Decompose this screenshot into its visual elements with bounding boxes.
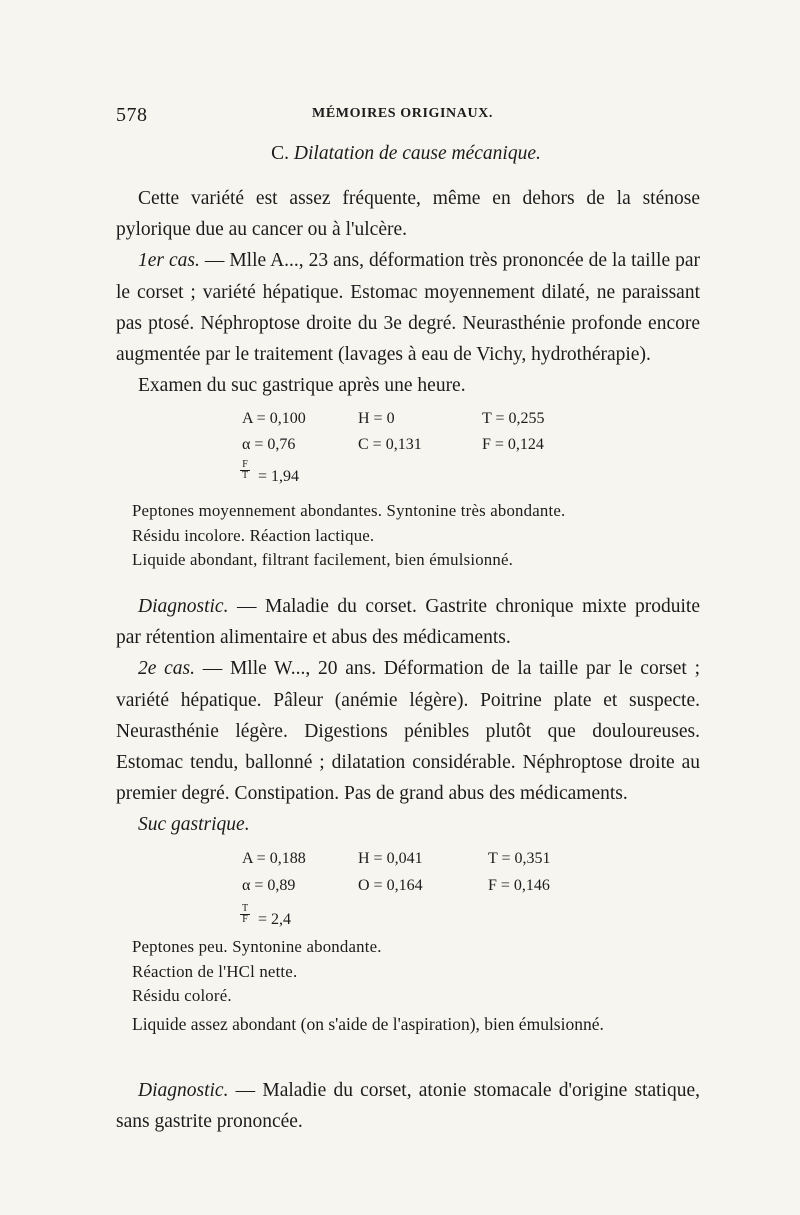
case2-label: 2e cas. <box>138 658 196 680</box>
formula-cell: T = 0,351 <box>488 850 551 867</box>
formula-cell: O = 0,164 <box>358 877 423 894</box>
formula-cell: F = 0,124 <box>482 436 544 453</box>
formula-cell: F = 0,146 <box>488 877 550 894</box>
case1-exam: Examen du suc gastrique après une heure. <box>138 375 466 397</box>
formula-cell: H = 0,041 <box>358 850 423 867</box>
case2-text: — Mlle W..., 20 ans. Déformation de la taille par le corset ; variété hépatique. Pâleur (anémie légère). Poitrine plate et suspecte. Neurasthénie légère. Digestions pénibles plutôt que douloureuses. Estomac tendu, ballonné ; dilatation considérable. Néphroptose droite au premier degré. Constipation. Pas de grand abus des médicaments. <box>116 658 700 805</box>
case2-liquide: Liquide assez abondant (on s'aide de l'aspiration), bien émulsionné. <box>132 1014 604 1034</box>
diagnostic-text: — Maladie du corset. Gastrite chronique mixte produite par rétention alimentaire et abus des médicaments. <box>116 596 700 649</box>
formula-cell: α = 0,76 <box>242 436 296 453</box>
ratio-value: = 1,94 <box>258 468 300 485</box>
case1-paragraph <box>116 245 700 370</box>
page-number: 578 <box>116 104 148 126</box>
running-head: MÉMOIRES ORIGINAUX. <box>312 106 493 121</box>
section-title-text: Dilatation de cause mécanique. <box>293 143 541 164</box>
formula-cell: A = 0,188 <box>242 850 306 867</box>
ratio-fraction <box>240 904 250 925</box>
result-line: Résidu incolore. Réaction lactique. <box>132 525 375 545</box>
case1-label: 1er cas. <box>138 250 200 272</box>
formula-cell: T = 0,255 <box>482 410 545 427</box>
result-line: Résidu coloré. <box>132 986 232 1006</box>
section-title <box>116 143 696 165</box>
formula-cell: α = 0,89 <box>242 877 296 894</box>
case1-results <box>132 499 698 573</box>
formula-cell: H = 0 <box>358 410 395 427</box>
section-letter: C. <box>271 143 290 164</box>
ratio-numerator: T <box>241 903 249 914</box>
result-line: Liquide abondant, filtrant facilement, bien émulsionné. <box>132 550 514 570</box>
case2-results <box>132 935 698 1009</box>
ratio-fraction <box>240 460 250 481</box>
diagnostic-label: Diagnostic. <box>138 596 229 617</box>
diagnostic-label: Diagnostic. <box>138 1080 229 1101</box>
case2-diagnostic <box>116 1075 700 1137</box>
case1-block <box>116 183 700 401</box>
case1-formula <box>242 410 602 500</box>
diagnostic-text: — Maladie du corset, atonie stomacale d'origine statique, sans gastrite prononcée. <box>116 1080 700 1133</box>
case2-diagnostic-block <box>116 1075 700 1137</box>
result-line: Réaction de l'HCl nette. <box>132 961 298 981</box>
ratio-denominator: F <box>242 914 248 925</box>
result-line: Peptones peu. Syntonine abondante. <box>132 937 382 956</box>
formula-cell: A = 0,100 <box>242 410 306 427</box>
case2-formula <box>242 850 602 940</box>
ratio-numerator: F <box>240 460 250 471</box>
intro-paragraph: Cette variété est assez fréquente, même en dehors de la sténose pylorique due au cancer ou à l'ulcère. <box>116 188 700 241</box>
case2-paragraph <box>116 653 700 809</box>
case1-diagnostic <box>116 591 700 653</box>
case1-text: — Mlle A..., 23 ans, déformation très prononcée de la taille par le corset ; variété hépatique. Estomac moyennement dilaté, ne paraissant pas ptosé. Néphroptose droite du 3e degré. Neurasthénie profonde encore augmentée par le traitement (lavages à eau de Vichy, hydrothérapie). <box>116 250 700 366</box>
case2-block <box>116 591 700 841</box>
formula-cell: C = 0,131 <box>358 436 422 453</box>
page-header <box>116 104 696 128</box>
suc-gastrique-label: Suc gastrique. <box>138 814 250 836</box>
result-line: Peptones moyennement abondantes. Syntonine très abondante. <box>132 501 566 520</box>
ratio-denominator: T <box>241 470 249 481</box>
ratio-value: = 2,4 <box>258 911 292 928</box>
